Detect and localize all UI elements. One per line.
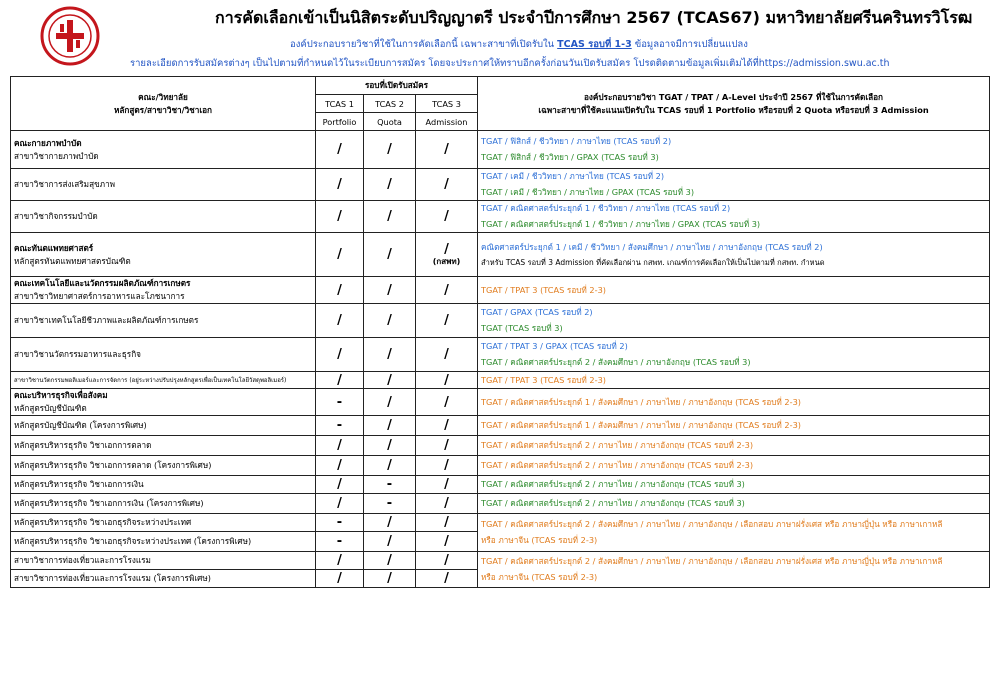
round-3-mark: /	[416, 494, 478, 514]
round-2-mark: /	[364, 277, 416, 304]
table-row	[11, 338, 990, 372]
program-name: หลักสูตรบริหารธุรกิจ วิชาเอกการตลาด	[14, 440, 152, 450]
program-name: หลักสูตรบริหารธุรกิจ วิชาเอกธุรกิจระหว่างประเทศ (โครงการพิเศษ)	[14, 536, 252, 546]
subtitle-notice: องค์ประกอบรายวิชาที่ใช้ในการคัดเลือกนี้ เฉพาะสาขาที่เปิดรับใน TCAS รอบที่ 1-3 ข้อมูลอาจมีการเปลี่ยนแปลง	[290, 39, 748, 50]
program-cell	[11, 514, 316, 532]
round-1-mark: /	[316, 304, 364, 338]
subject-line: TGAT / TPAT 3 (TCAS รอบที่ 2-3)	[481, 374, 606, 385]
subject-line: TGAT / เคมี / ชีววิทยา / ภาษาไทย / GPAX (TCAS รอบที่ 3)	[481, 187, 695, 197]
program-column-header: คณะ/วิทยาลัย หลักสูตร/สาขาวิชา/วิชาเอก	[11, 77, 316, 131]
program-cell	[11, 389, 316, 416]
subject-line: TGAT / TPAT 3 (TCAS รอบที่ 2-3)	[481, 284, 606, 295]
program-cell	[11, 436, 316, 456]
round-1-mark: /	[316, 233, 364, 277]
subjects-cell	[478, 456, 990, 476]
subject-line: TGAT / TPAT 3 / GPAX (TCAS รอบที่ 2)	[481, 341, 628, 351]
round-3-note: (กสพท)	[432, 257, 461, 266]
round-1-mark: /	[316, 169, 364, 201]
program-cell	[11, 416, 316, 436]
subject-line: TGAT / ฟิสิกส์ / ชีววิทยา / GPAX (TCAS รอบที่ 3)	[481, 152, 659, 162]
round-1-mark: /	[316, 277, 364, 304]
program-name: หลักสูตรบัญชีบัณฑิต	[14, 403, 87, 413]
university-seal-logo	[40, 6, 100, 66]
subjects-cell	[478, 304, 990, 338]
subject-line: TGAT / เคมี / ชีววิทยา / ภาษาไทย (TCAS รอบที่ 2)	[481, 171, 665, 181]
program-cell	[11, 552, 316, 570]
round-2-mark: /	[364, 201, 416, 233]
program-name: สาขาวิชาการท่องเที่ยวและการโรงแรม	[14, 555, 151, 565]
round-2-mark: /	[364, 169, 416, 201]
table-row	[11, 514, 990, 532]
round-2-header: TCAS 2	[364, 95, 416, 113]
round-1-mark: /	[316, 456, 364, 476]
faculty-name: คณะบริหารธุรกิจเพื่อสังคม	[14, 390, 108, 400]
subject-line: TGAT / คณิตศาสตร์ประยุกต์ 2 / สังคมศึกษา / ภาษาไทย / ภาษาอังกฤษ / เลือกสอบ ภาษาฝรั่งเศส หรือ ภาษาญี่ปุ่น หรือ ภาษาเกาหลี	[481, 556, 943, 566]
faculty-name: คณะทันตแพทยศาสตร์	[14, 242, 94, 253]
round-3-mark: /	[416, 436, 478, 456]
table-row	[11, 389, 990, 416]
subject-line: หรือ ภาษาจีน (TCAS รอบที่ 2-3)	[481, 572, 598, 582]
program-cell	[11, 304, 316, 338]
faculty-name: คณะเทคโนโลยีและนวัตกรรมผลิตภัณฑ์การเกษตร	[14, 278, 191, 288]
round-3-mark: /	[416, 389, 478, 416]
round-3-header: TCAS 3	[416, 95, 478, 113]
table-row	[11, 372, 990, 389]
round-3-mark: /	[416, 570, 478, 588]
subjects-cell	[478, 436, 990, 456]
subjects-cell	[478, 131, 990, 169]
subjects-cell	[478, 552, 990, 588]
round-2-mark: /	[364, 532, 416, 552]
round-3-mark: /	[416, 552, 478, 570]
program-cell	[11, 372, 316, 389]
subjects-cell	[478, 201, 990, 233]
rounds-header: รอบที่เปิดรับสมัคร	[316, 77, 478, 95]
round-2-mark: -	[364, 476, 416, 494]
program-name: หลักสูตรทันตแพทยศาสตรบัณฑิต	[14, 255, 131, 266]
subject-line: TGAT / คณิตศาสตร์ประยุกต์ 2 / ภาษาไทย / ภาษาอังกฤษ (TCAS รอบที่ 3)	[481, 498, 745, 508]
subject-line: TGAT / คณิตศาสตร์ประยุกต์ 2 / สังคมศึกษา / ภาษาอังกฤษ (TCAS รอบที่ 3)	[481, 357, 751, 367]
table-row	[11, 476, 990, 494]
round-1-mark: -	[316, 416, 364, 436]
round-2-mark: /	[364, 456, 416, 476]
subject-line: คณิตศาสตร์ประยุกต์ 1 / เคมี / ชีววิทยา / สังคมศึกษา / ภาษาไทย / ภาษาอังกฤษ (TCAS รอบที่ 2)	[481, 241, 823, 252]
round-2-mark: /	[364, 338, 416, 372]
program-name: สาขาวิชานวัตกรรมพอลิเมอร์และการจัดการ (อยู่ระหว่างปรับปรุงหลักสูตรเพื่อเป็นเทคโนโลยีวัสดุพอลิเมอร์)	[14, 377, 287, 384]
program-name: หลักสูตรบริหารธุรกิจ วิชาเอกการเงิน	[14, 479, 144, 489]
table-row	[11, 169, 990, 201]
round-3-mark: /	[416, 338, 478, 372]
program-cell	[11, 456, 316, 476]
program-cell	[11, 277, 316, 304]
round-1-mark: /	[316, 338, 364, 372]
program-cell	[11, 338, 316, 372]
round-1-subheader: Portfolio	[316, 113, 364, 131]
program-cell	[11, 201, 316, 233]
round-3-mark: /	[416, 514, 478, 532]
round-2-mark: /	[364, 552, 416, 570]
subject-line: TGAT / คณิตศาสตร์ประยุกต์ 1 / สังคมศึกษา / ภาษาไทย / ภาษาอังกฤษ (TCAS รอบที่ 2-3)	[481, 420, 802, 430]
table-row	[11, 416, 990, 436]
round-1-mark: /	[316, 131, 364, 169]
round-2-mark: /	[364, 514, 416, 532]
round-2-mark: /	[364, 131, 416, 169]
table-row	[11, 436, 990, 456]
round-3-mark: /	[416, 476, 478, 494]
round-2-mark: /	[364, 570, 416, 588]
round-3-mark: /	[416, 532, 478, 552]
subject-line: TGAT (TCAS รอบที่ 3)	[481, 323, 563, 333]
program-name: สาขาวิชากายภาพบำบัด	[14, 150, 99, 161]
table-row	[11, 131, 990, 169]
program-name: สาขาวิชาเทคโนโลยีชีวภาพและผลิตภัณฑ์การเกษตร	[14, 315, 199, 325]
round-1-header: TCAS 1	[316, 95, 364, 113]
table-row	[11, 201, 990, 233]
program-name: หลักสูตรบัญชีบัณฑิต (โครงการพิเศษ)	[14, 420, 147, 430]
round-2-mark: /	[364, 416, 416, 436]
subject-line: TGAT / คณิตศาสตร์ประยุกต์ 2 / สังคมศึกษา / ภาษาไทย / ภาษาอังกฤษ / เลือกสอบ ภาษาฝรั่งเศส หรือ ภาษาญี่ปุ่น หรือ ภาษาเกาหลี	[481, 519, 943, 529]
round-1-mark: /	[316, 476, 364, 494]
round-2-mark: /	[364, 436, 416, 456]
subjects-cell	[478, 514, 990, 552]
subjects-cell	[478, 372, 990, 389]
program-name: หลักสูตรบริหารธุรกิจ วิชาเอกธุรกิจระหว่างประเทศ	[14, 517, 192, 527]
round-3-mark: /	[416, 372, 478, 389]
program-name: สาขาวิชานวัตกรรมอาหารและธุรกิจ	[14, 349, 141, 359]
subject-line: TGAT / GPAX (TCAS รอบที่ 2)	[481, 307, 593, 317]
program-cell	[11, 131, 316, 169]
subject-line: TGAT / คณิตศาสตร์ประยุกต์ 2 / ภาษาไทย / ภาษาอังกฤษ (TCAS รอบที่ 2-3)	[481, 440, 754, 450]
program-name: สาขาวิชาวิทยาศาสตร์การอาหารและโภชนาการ	[14, 291, 185, 301]
program-name: หลักสูตรบริหารธุรกิจ วิชาเอกการตลาด (โครงการพิเศษ)	[14, 460, 212, 470]
round-2-mark: /	[364, 233, 416, 277]
round-2-mark: /	[364, 372, 416, 389]
program-cell	[11, 476, 316, 494]
program-name: สาขาวิชากิจกรรมบำบัด	[14, 211, 98, 221]
round-2-mark: -	[364, 494, 416, 514]
table-row	[11, 304, 990, 338]
round-link-text: TCAS รอบที่ 1-3	[557, 39, 632, 50]
table-row	[11, 233, 990, 277]
round-3-mark: /	[416, 169, 478, 201]
round-1-mark: /	[316, 494, 364, 514]
program-cell	[11, 570, 316, 588]
subjects-cell	[478, 416, 990, 436]
round-1-mark: -	[316, 532, 364, 552]
program-name: สาขาวิชาการส่งเสริมสุขภาพ	[14, 179, 116, 189]
round-3-mark: / (กสพท)	[416, 233, 478, 277]
faculty-name: คณะกายภาพบำบัด	[14, 137, 82, 148]
program-cell	[11, 532, 316, 552]
round-1-mark: -	[316, 514, 364, 532]
round-3-mark: /	[416, 131, 478, 169]
page-title: การคัดเลือกเข้าเป็นนิสิตระดับปริญญาตรี ประจำปีการศึกษา 2567 (TCAS67) มหาวิทยาลัยศรีนครินทรวิโรฒ	[215, 8, 973, 27]
table-row	[11, 552, 990, 570]
round-1-mark: /	[316, 570, 364, 588]
subjects-cell	[478, 169, 990, 201]
program-cell	[11, 233, 316, 277]
subject-line: สำหรับ TCAS รอบที่ 3 Admission ที่คัดเลือกผ่าน กสพท. เกณฑ์การคัดเลือกให้เป็นไปตามที่ กสพท. กำหนด	[481, 257, 825, 267]
round-1-mark: /	[316, 552, 364, 570]
round-2-subheader: Quota	[364, 113, 416, 131]
table-row	[11, 494, 990, 514]
subjects-cell	[478, 389, 990, 416]
subject-line: TGAT / คณิตศาสตร์ประยุกต์ 2 / ภาษาไทย / ภาษาอังกฤษ (TCAS รอบที่ 3)	[481, 479, 745, 489]
subject-line: TGAT / ฟิสิกส์ / ชีววิทยา / ภาษาไทย (TCAS รอบที่ 2)	[481, 136, 672, 146]
round-2-mark: /	[364, 389, 416, 416]
round-3-mark: /	[416, 416, 478, 436]
admission-table	[10, 76, 990, 588]
round-1-mark: /	[316, 372, 364, 389]
subjects-cell	[478, 494, 990, 514]
program-name: สาขาวิชาการท่องเที่ยวและการโรงแรม (โครงการพิเศษ)	[14, 573, 211, 583]
subject-line: TGAT / คณิตศาสตร์ประยุกต์ 1 / ชีววิทยา / ภาษาไทย / GPAX (TCAS รอบที่ 3)	[481, 219, 761, 229]
subject-line: หรือ ภาษาจีน (TCAS รอบที่ 2-3)	[481, 535, 598, 545]
round-1-mark: /	[316, 201, 364, 233]
table-row	[11, 277, 990, 304]
subtitle-details: รายละเอียดการรับสมัครต่างๆ เป็นไปตามที่กำหนดไว้ในระเบียบการสมัคร โดยจะประกาศให้ทราบอีกครั้งก่อนวันเปิดรับสมัคร โปรดติดตามข้อมูลเพิ่มเติมได้ที่https://admission.swu.ac.th	[130, 58, 890, 69]
round-3-mark: /	[416, 456, 478, 476]
round-1-mark: -	[316, 389, 364, 416]
round-2-mark: /	[364, 304, 416, 338]
program-cell	[11, 494, 316, 514]
subjects-column-header: องค์ประกอบรายวิชา TGAT / TPAT / A-Level ประจำปี 2567 ที่ใช้ในการคัดเลือก เฉพาะสาขาที่ใช้คะแนนเปิดรับใน TCAS รอบที่ 1 Portfolio หรือรอบที่ 2 Quota หรือรอบที่ 3 Admission	[478, 77, 990, 131]
subject-line: TGAT / คณิตศาสตร์ประยุกต์ 2 / ภาษาไทย / ภาษาอังกฤษ (TCAS รอบที่ 2-3)	[481, 460, 754, 470]
round-1-mark: /	[316, 436, 364, 456]
subject-line: TGAT / คณิตศาสตร์ประยุกต์ 1 / ชีววิทยา / ภาษาไทย (TCAS รอบที่ 2)	[481, 203, 731, 213]
round-3-mark: /	[416, 304, 478, 338]
subjects-cell	[478, 233, 990, 277]
program-cell	[11, 169, 316, 201]
round-3-mark: /	[416, 201, 478, 233]
subjects-cell	[478, 476, 990, 494]
table-row	[11, 456, 990, 476]
round-3-subheader: Admission	[416, 113, 478, 131]
subjects-cell	[478, 277, 990, 304]
subjects-cell	[478, 338, 990, 372]
subject-line: TGAT / คณิตศาสตร์ประยุกต์ 1 / สังคมศึกษา / ภาษาไทย / ภาษาอังกฤษ (TCAS รอบที่ 2-3)	[481, 396, 802, 407]
round-3-mark: /	[416, 277, 478, 304]
program-name: หลักสูตรบริหารธุรกิจ วิชาเอกการเงิน (โครงการพิเศษ)	[14, 498, 204, 508]
